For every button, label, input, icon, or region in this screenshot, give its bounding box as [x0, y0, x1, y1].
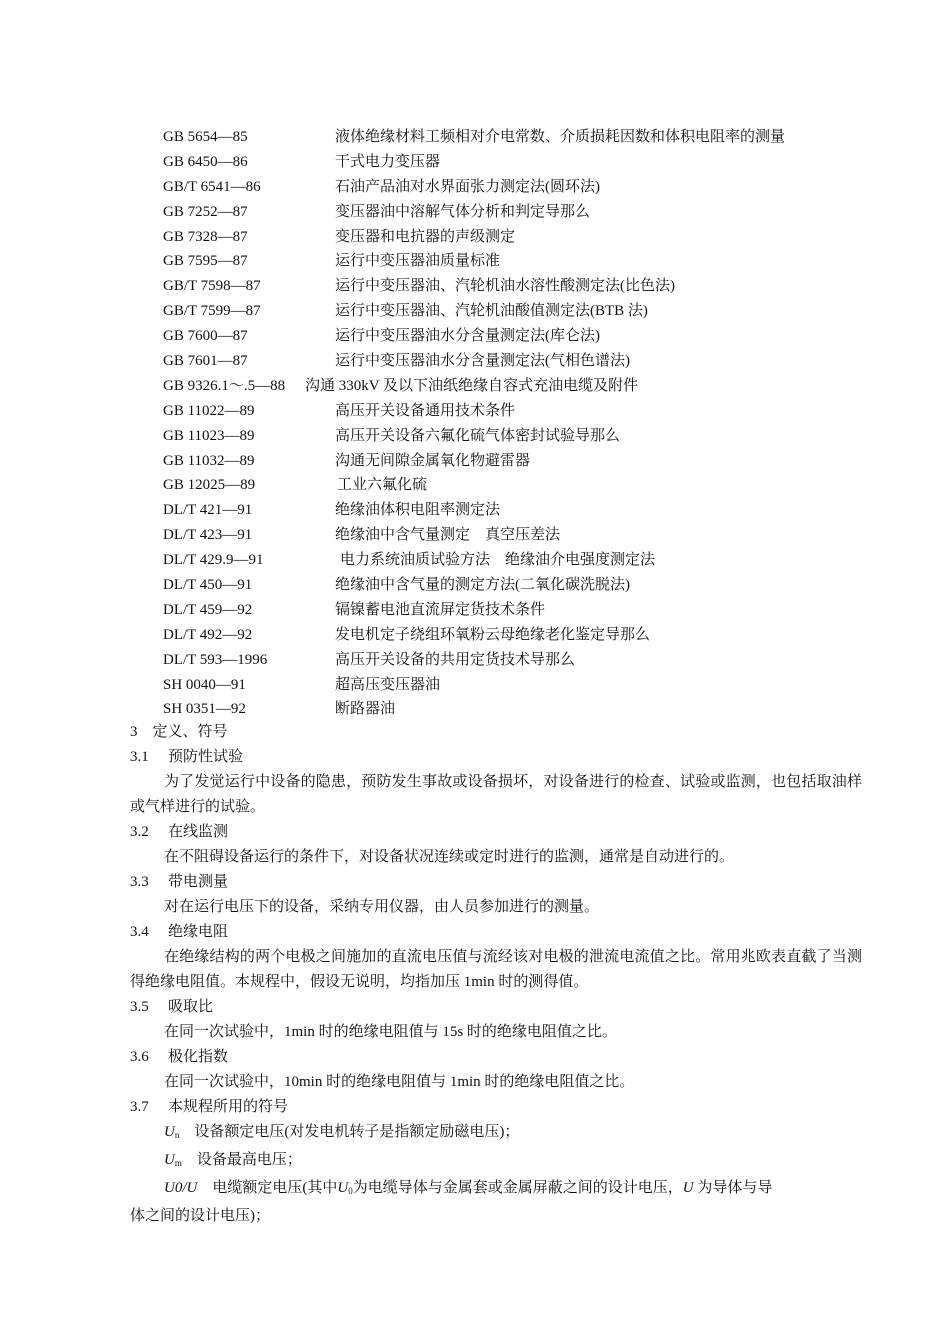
standard-title: 干式电力变压器: [335, 153, 441, 170]
subsection-heading: [130, 870, 862, 895]
standard-title: 液体绝缘材料工频相对介电常数、介质损耗因数和体积电阻率的测量: [335, 129, 786, 145]
definition-text: 在绝缘结构的两个电极之间施加的直流电压值与流经该对电极的泄流电流值之比。常用兆欧表直截了当测得绝缘电阻值。本规程中，假设无说明，均指加压 1min 时的测得值。: [130, 949, 862, 990]
standard-title: 绝缘油中含气量的测定方法(二氧化碳洗脱法): [335, 577, 630, 594]
symbol-description: 电缆额定电压(其中: [212, 1180, 338, 1196]
standard-code: DL/T 429.9—91: [163, 552, 264, 569]
symbol-u0: [130, 1176, 862, 1204]
standard-title: 工业六氟化硫: [337, 477, 428, 494]
symbol: U: [164, 1152, 175, 1168]
definition-text: 为了发觉运行中设备的隐患，预防发生事故或设备损坏，对设备进行的检查、试验或监测，也包括取油样或气样进行的试验。: [130, 774, 862, 815]
standard-title: 运行中变压器油、汽轮机油酸值测定法(BTB 法): [335, 303, 648, 320]
symbol-description-cont: 为电缆导体与金属套或金属屏蔽之间的设计电压，: [352, 1180, 683, 1196]
subsection-heading: [130, 920, 862, 945]
standard-code: SH 0040—91: [163, 676, 246, 693]
standard-code: GB 7601—87: [163, 353, 248, 370]
subsection-heading: [130, 995, 862, 1020]
subsection-heading: [130, 745, 862, 770]
standard-title: 高压开关设备的共用定货技术导那么: [335, 651, 576, 668]
standard-title: 断路器油: [335, 701, 396, 718]
standard-code: GB 12025—89: [163, 477, 256, 494]
subsection-title: 在线监测: [168, 824, 229, 840]
subsection-number: 3.5: [130, 999, 149, 1015]
standard-code: GB 7328—87: [163, 228, 248, 245]
standard-title: 电力系统油质试验方法 绝缘油介电强度测定法: [340, 552, 656, 569]
subsection-number: 3.7: [130, 1099, 149, 1115]
standard-code: DL/T 450—91: [163, 577, 253, 594]
standard-code: GB 11023—89: [163, 427, 255, 444]
standard-title: 运行中变压器油水分含量测定法(气相色谱法): [335, 353, 630, 370]
standard-code: DL/T 423—91: [163, 527, 253, 544]
symbol-subscript: n: [174, 1130, 180, 1140]
subsection-number: 3.1: [130, 749, 149, 765]
subsection-number: 3.3: [130, 874, 149, 890]
standard-title: 绝缘油中含气量测定 真空压差法: [335, 527, 561, 544]
definition-text: 在同一次试验中，10min 时的绝缘电阻值与 1min 时的绝缘电阻值之比。: [164, 1074, 635, 1090]
standard-title: 发电机定子绕组环氧粉云母绝缘老化鉴定导那么: [335, 626, 651, 643]
standard-code: GB 7600—87: [163, 328, 248, 345]
standard-title: 运行中变压器油水分含量测定法(库仑法): [335, 328, 600, 345]
standard-code: GB 9326.1～.5—88: [163, 377, 286, 394]
standard-code: DL/T 421—91: [163, 502, 253, 519]
symbol-subscript: m: [174, 1158, 182, 1168]
subsection-title: 极化指数: [168, 1049, 229, 1065]
symbol-un: [130, 1120, 862, 1148]
inner-subscript: 0: [348, 1186, 353, 1196]
subsection-heading: [130, 1095, 862, 1120]
standard-title: 沟通 330kV 及以下油纸绝缘自容式充油电缆及附件: [305, 377, 639, 394]
standard-title: 高压开关设备六氟化硫气体密封试验导那么: [335, 427, 621, 444]
symbol-um: [130, 1148, 862, 1176]
standard-code: GB 11022—89: [163, 402, 255, 419]
standard-title: 运行中变压器油质量标准: [335, 253, 501, 270]
standard-title: 变压器和电抗器的声级测定: [335, 228, 516, 245]
standard-code: DL/T 492—92: [163, 626, 253, 643]
symbol-description-end: 为导体与导: [697, 1180, 773, 1196]
standard-code: GB 7595—87: [163, 253, 248, 270]
standard-title: 镉镍蓄电池直流屏定货技术条件: [335, 601, 546, 618]
standard-code: GB 6450—86: [163, 153, 248, 170]
symbol: U: [164, 1124, 175, 1140]
symbol: U0/U: [164, 1180, 198, 1196]
standard-code: GB 11032—89: [163, 452, 255, 469]
symbol-description: 设备最高电压；: [196, 1152, 302, 1168]
standard-title: 绝缘油体积电阻率测定法: [335, 502, 501, 519]
inner-symbol-u: U: [682, 1180, 694, 1196]
standard-code: GB/T 6541—86: [163, 178, 261, 195]
subsection-number: 3.4: [130, 924, 149, 940]
subsection-title: 带电测量: [168, 874, 229, 890]
subsection-number: 3.2: [130, 824, 149, 840]
subsection-heading: [130, 1045, 862, 1070]
symbol-description: 设备额定电压(对发电机转子是指额定励磁电压)；: [194, 1124, 520, 1140]
standard-code: GB/T 7598—87: [163, 278, 261, 295]
definition-text: 在不阻碍设备运行的条件下，对设备状况连续或定时进行的监测，通常是自动进行的。: [164, 849, 735, 865]
definition-text: 在同一次试验中，1min 时的绝缘电阻值与 15s 时的绝缘电阻值之比。: [164, 1024, 617, 1040]
standard-code: GB/T 7599—87: [163, 303, 261, 320]
standard-code: DL/T 593—1996: [163, 651, 268, 668]
subsection-title: 预防性试验: [168, 749, 244, 765]
standard-title: 超高压变压器油: [335, 676, 441, 693]
standard-code: GB 7252—87: [163, 203, 248, 220]
definitions-section: [130, 720, 862, 1229]
standard-title: 变压器油中溶解气体分析和判定导那么: [335, 203, 591, 220]
standard-title: 沟通无间隙金属氧化物避雷器: [335, 452, 531, 469]
standard-code: GB 5654—85: [163, 129, 248, 145]
subsection-heading: [130, 820, 862, 845]
standard-title: 运行中变压器油、汽轮机油水溶性酸测定法(比色法): [335, 278, 675, 295]
subsection-title: 吸取比: [168, 999, 214, 1015]
section-heading: 3 定义、符号: [130, 724, 228, 740]
standard-code: SH 0351—92: [163, 701, 246, 718]
definition-text: 对在运行电压下的设备，采纳专用仪器，由人员参加进行的测量。: [164, 899, 600, 915]
inner-symbol: U: [337, 1180, 349, 1196]
standard-title: 石油产品油对水界面张力测定法(圆环法): [335, 178, 600, 195]
symbol-u0-continuation: 体之间的设计电压)；: [130, 1208, 270, 1224]
subsection-number: 3.6: [130, 1049, 149, 1065]
standard-code: DL/T 459—92: [163, 601, 253, 618]
standard-title: 高压开关设备通用技术条件: [335, 402, 516, 419]
subsection-title: 绝缘电阻: [168, 924, 229, 940]
subsection-title: 本规程所用的符号: [168, 1099, 289, 1115]
